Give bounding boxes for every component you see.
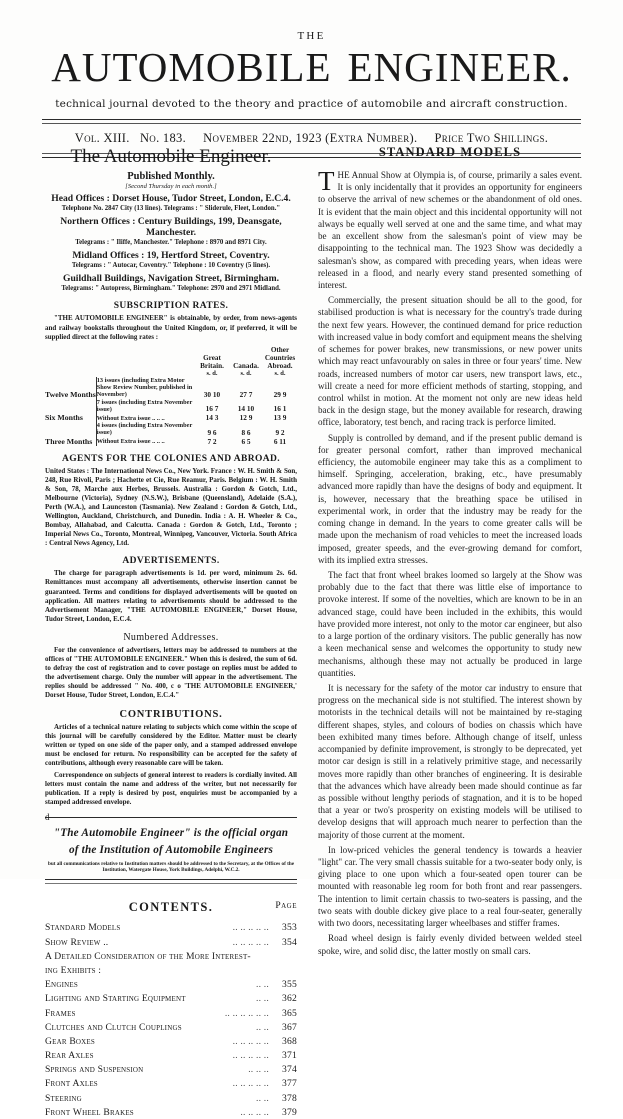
agents-heading: AGENTS FOR THE COLONIES AND ABROAD. (61, 453, 281, 464)
contents-item-page: 353 (282, 922, 297, 934)
contents-item-dots: .. .. (256, 1021, 269, 1033)
signature-mark: d (45, 812, 50, 822)
contents-item-dots: .. .. .. .. .. (232, 1078, 269, 1090)
office-birmingham-sub: Telegrams: " Autopress, Birmingham." Telephone: 2970 and 2971 Midland. (61, 284, 281, 292)
number-label: No. 183. (139, 131, 187, 146)
masthead-the: THE (297, 30, 326, 42)
contents-page-column-label: Page (275, 900, 297, 911)
right-column (318, 142, 582, 957)
contents-item-dots: .. .. .. .. .. (232, 1035, 269, 1047)
office-birmingham (45, 273, 297, 293)
contents-item-page: 362 (282, 993, 297, 1005)
contents-item-dots: .. .. (256, 979, 269, 991)
subscription-intro: "THE AUTOMOBILE ENGINEER" is obtainable, by order, from news-agents and railway bookstalls throughout the United Kingdom, or, if preferred, it will be supplied direct at the following rates : (45, 314, 297, 341)
desc-six-1: 7 issues (including Extra November issue) (96, 399, 195, 413)
contents-item-page: 371 (282, 1050, 297, 1062)
val-three-2-canada: 6 5 (241, 436, 251, 446)
contents-item-label: Clutches and Clutch Couplings (45, 1021, 182, 1033)
contents-item-page: 374 (282, 1064, 297, 1076)
volume-label: Vol. XIII. (74, 131, 130, 146)
subscription-rates-table (45, 346, 297, 446)
val-three-1-canada: 8 6 (241, 427, 251, 437)
val-twelve-1-gb: 30 10 (203, 389, 221, 399)
contents-row[interactable] (45, 935, 297, 949)
contents-item-page: 368 (282, 1035, 297, 1047)
subscription-col-head-canada: Canada. (233, 361, 259, 370)
left-column (45, 142, 297, 1119)
desc-three-2: Without Extra issue .. .. .. (96, 437, 195, 446)
desc-twelve-1: 13 issues (including Extra Motor Show Review Number, published in November) (96, 377, 195, 399)
masthead-title (0, 46, 623, 89)
subscription-col-head-abroad: Other Countries Abroad. (264, 345, 296, 370)
office-midland (45, 250, 297, 270)
contents-row[interactable] (45, 1006, 297, 1020)
contents-item-label: Show Review .. (45, 936, 109, 948)
contents-item-label: Steering (45, 1092, 82, 1104)
contents-item-page: 355 (282, 979, 297, 991)
office-northern (45, 216, 297, 247)
contents-item-page: 379 (282, 1106, 297, 1118)
contents-item-label: Rear Axles (45, 1050, 94, 1062)
contents-heading-row (45, 900, 297, 915)
article-paragraph-4: The fact that front wheel brakes loomed so largely at the Show was probably due to the fact that there was little else of importance to provoke interest. If some of the novelties, which are known to be in an advanced stage, could have been included in the exhibits, this would have provided more interest, not only to the motor car engineer, but also to a large portion of the ordinary visitors. The public generally has now a keen mechanical sense and welcomes the opportunity to study new mechanisms, although these may not actually be produced in large quantities. (318, 570, 582, 678)
drop-cap: T (318, 166, 335, 196)
contents-item-label: Engines (45, 979, 78, 991)
contents-item-label: Front Axles (45, 1078, 98, 1090)
numbered-addresses-body: For the convenience of advertisers, letters may be addressed to numbers at the offices of "THE AUTOMOBILE ENGINEER." When this is desired, the sum of 6d. to defray the cost of registration and to cover postage on replies must be added to the advertisement charge. Only the number will appear in the advertisement. The replies should be addressed " No. 400, c o 'THE AUTOMOBILE ENGINEER,' Dorset House, Tudor Street, London, E.C.4." (45, 645, 297, 700)
contents-row[interactable] (45, 978, 297, 992)
contents-item-label: Standard Models (45, 922, 121, 934)
contents-row[interactable] (45, 1105, 297, 1119)
subscription-sd-row (45, 370, 297, 377)
contents-item-dots: .. .. (256, 993, 269, 1005)
advertisements-body: The charge for paragraph advertisements is 1d. per word, minimum 2s. 6d. Remittances must accompany all advertisements, otherwise insertion cannot be guaranteed. Terms and conditions for displayed advertisements will be quoted on application. All matters relating to advertisements should be addressed to the Advertisement Manager, "THE AUTOMOBILE ENGINEER," Dorset House, Tudor Street, London, E.C.4. (45, 569, 297, 623)
agents-body: United States : The International News Co., New York. France : W. H. Smith & Son, 248, Rue Rivoli, Paris ; Hachette et Cie, Rue Reamur, Paris. Belgium : W. H. Smith & Son, 78, Marche aux Herbes, Brussels. Australia : Gordon & Gotch, Ltd., Melbourne (Victoria), Sydney (N.S.W.), Brisbane (Queensland), Adelaide (S.A.), Perth (W.A.), and Launceston (Tasmania). New Zealand : Gordon & Gotch, Ltd., Wellington, Auckland, Christchurch, and Dunedin. India : A. H. Wheeler & Co., Bombay, Allahabad, and Calcutta. Canada : Gordon & Gotch, Ltd., Toronto ; Imperial News Co., Toronto, Montreal, Winnipeg, Vancouver, Victoria. South Africa : Central News Agency, Ltd. (45, 466, 297, 548)
subscription-col-head-row (45, 346, 297, 370)
official-organ-box (45, 817, 297, 879)
masthead (0, 0, 623, 158)
article-paragraph-1 (318, 166, 582, 291)
article-paragraph-1-text: HE Annual Show at Olympia is, of course, primarily a sales event. It is only incidentally that it provides an opportunity for engineers to observe the arrival of new schemes or the abandonment of old ones. It is evident that the main object and this incidental opportunity will not always be equally well served at one and the same time, and what may be an excellent show from the salesman's point of view may be disappointing to the technical man. The 1923 Show was decidedly a salesman's show, as compared with preceding years, when ideas were released in a flood, and nearly every stand presented something of interest. (318, 170, 582, 290)
office-midland-sub: Telegrams : " Autocar, Coventry." Telephone : 10 Coventry (5 lines). (71, 261, 271, 269)
article-paragraph-6: In low-priced vehicles the general tendency is towards a heavier "light" car. The very small chassis suitable for a two-seater body only, is giving place to one upon which a four-seated open tourer can be mounted with reasonable leg room for both front and rear passengers. The intention to limit certain chassis to two-seaters is passing, and the two seats with double dickey give place to a real four-seater, generally with two doors, necessitating larger wheelbases and stiffer frames. (318, 844, 582, 929)
subscription-heading: SUBSCRIPTION RATES. (113, 301, 229, 312)
published-note: [Second Thursday in each month.] (125, 183, 217, 190)
office-northern-sub: Telegrams : " Iliffe, Manchester." Telephone : 8970 and 8971 City. (75, 238, 267, 246)
contents-row[interactable] (45, 1063, 297, 1077)
office-head (45, 193, 297, 213)
subscription-row-three-a (45, 422, 297, 436)
advertisements-heading: ADVERTISEMENTS. (122, 556, 220, 567)
contents-row[interactable] (45, 1020, 297, 1034)
official-organ-note: but all communications relative to Institution matters should be addressed to the Secretary, at the Offices of the Institution, Watergate House, York Buildings, Adelphi, W.C.2. (47, 860, 295, 874)
val-six-2-canada: 12 9 (239, 413, 253, 423)
contents-item-dots: .. .. .. .. .. (232, 922, 269, 934)
contents-item-dots: .. .. .. (248, 1064, 269, 1076)
contents-item-label: Frames (45, 1007, 76, 1019)
contents-item-dots: .. .. .. .. .. (232, 936, 269, 948)
contents-row[interactable] (45, 1034, 297, 1048)
subscription-row-six-a (45, 399, 297, 413)
article-paragraph-5: It is necessary for the safety of the motor car industry to ensure that progress on the mechanical side is not stultified. The interest shown by motorists in the technical details will not be maintained by re-staging different shapes, styles, and colours of bodies on chassis which have been exhibited many times before. Although change of itself, unless accompanied by definite improvement, is strongly to be deprecated, yet motor car design is still in a relatively primitive stage, and necessarily moves more rapidly than other branches of engineering. It is desirable that the advances which have already been made should continue as far as possible without lengthy periods of stagnation, and it is to be hoped that a year or two's prosperity on existing models will be utilised to develop designs that will approach much nearer to perfection than the majority of those current at the moment. (318, 682, 582, 840)
article-paragraph-7: Road wheel design is fairly evenly divided between welded steel spoke, wire, and solid disc, the latter mostly on small cars. (318, 933, 582, 956)
contributions-para-2: Correspondence on subjects of general interest to readers is cordially invited. All letters must contain the name and address of the writer, but not necessarily for publication. If a reply is desired by post, enquiries must be accompanied by a stamped addressed envelope. (45, 770, 297, 807)
sd-abroad: s. d. (274, 369, 286, 377)
contents-row[interactable] (45, 963, 297, 977)
article-heading: STANDARD MODELS (378, 145, 522, 159)
contents-item-label: Front Wheel Brakes (45, 1106, 134, 1118)
masthead-title-word-2: ENGINEER. (347, 44, 572, 90)
numbered-addresses-heading: Numbered Addresses. (123, 631, 219, 643)
contents-item-page: 378 (282, 1092, 297, 1104)
contents-heading: CONTENTS. (128, 899, 214, 914)
contents-table (45, 921, 297, 1119)
period-twelve: Twelve Months (45, 389, 96, 399)
val-twelve-1-canada: 27 7 (239, 389, 253, 399)
contents-item-page: 367 (282, 1021, 297, 1033)
masthead-rule-top (42, 119, 581, 124)
val-six-2-abroad: 13 9 (273, 413, 287, 423)
subscription-row-twelve (45, 377, 297, 399)
office-head-main: Head Offices : Dorset House, Tudor Street, London, E.C.4. (51, 193, 291, 204)
price-label: Price Two Shillings. (434, 131, 549, 146)
official-organ-line-2: of the Institution of Automobile Engineers (68, 843, 274, 856)
office-northern-main: Northern Offices : Century Buildings, 199, Deansgate, Manchester. (60, 215, 282, 239)
contents-row[interactable] (45, 1091, 297, 1105)
official-organ-underrule (45, 883, 297, 884)
desc-six-2: Without Extra issue .. .. .. (96, 413, 195, 422)
contents-item-label: Springs and Suspension (45, 1064, 144, 1076)
val-twelve-1-abroad: 29 9 (273, 389, 287, 399)
val-three-2-abroad: 6 11 (273, 436, 287, 446)
sd-gb: s. d. (206, 369, 218, 377)
article-paragraph-2: Commercially, the present situation should be all to the good, for stabilised production is what is necessary for the country's trade during the next few years. However, the continued demand for price reduction with increased value in body comfort and equipment means the shelving of schemes for power brakes, new transmissions, or new power units which may react unfavourably on sales in three or four years' time. New roads, increased numbers of motor car users, new transport laws, etc., will create a need for more efficient methods of starting, stopping, and control whilst in motion. At the moment not only are new ideas held back in the design stage, but the money available for research, drawing office, laboratory, test bench, and racing track is perforce limited. (318, 295, 582, 428)
val-three-1-gb: 9 6 (207, 427, 217, 437)
office-head-sub: Telephone No. 2847 City (13 lines). Telegrams : " Sliderule, Fleet, London." (61, 204, 281, 212)
contents-item-label: Gear Boxes (45, 1035, 96, 1047)
contents-row[interactable] (45, 921, 297, 935)
published-monthly: Published Monthly. (127, 171, 215, 182)
date-label: November 22nd, 1923 (Extra Number). (203, 131, 418, 146)
contributions-heading: CONTRIBUTIONS. (119, 708, 223, 720)
contents-item-dots: .. .. .. .. (240, 1106, 269, 1118)
desc-three-1: 4 issues (including Extra November issue) (96, 422, 195, 436)
contents-row[interactable] (45, 1077, 297, 1091)
contents-row[interactable] (45, 949, 297, 963)
val-six-2-gb: 14 3 (205, 413, 219, 423)
contents-item-label: Lighting and Starting Equipment (45, 993, 186, 1005)
office-midland-main: Midland Offices : 19, Hertford Street, Coventry. (72, 250, 270, 262)
period-six: Six Months (45, 413, 83, 423)
sd-canada: s. d. (240, 369, 252, 377)
contents-row[interactable] (45, 992, 297, 1006)
article-paragraph-3: Supply is controlled by demand, and if the present public demand is for greater personal comfort, rather than improved mechanical efficiency, the automobile engineer may take this as a compliment to himself. Springing, acceleration, braking, etc., have presumably advanced more rapidly than have the designs of body and equipment. It is, however, necessary that the breathing space be utilised in experimental work, in order that the industry may be ready for the coming change in demand. In the years to come greater calls will be made upon the mechanism of road vehicles to meet the increased loads imposed, greater speeds, and the ever-growing demand for comfort, with its implied extra stresses. (318, 432, 582, 565)
val-six-1-abroad: 16 1 (273, 404, 287, 414)
subscription-col-head-gb: Great Britain. (200, 353, 224, 370)
contents-row[interactable] (45, 1049, 297, 1063)
val-three-1-abroad: 9 2 (275, 427, 285, 437)
contents-item-label: A Detailed Consideration of the More Interest- (45, 950, 251, 962)
contents-item-page: 377 (282, 1078, 297, 1090)
val-six-1-gb: 16 7 (205, 404, 219, 414)
masthead-subtitle: technical journal devoted to the theory and practice of automobile and aircraft construction. (55, 98, 568, 111)
contents-item-page: 354 (282, 936, 297, 948)
contents-item-label: ing Exhibits : (45, 964, 102, 976)
contents-item-dots: .. .. .. .. .. .. (224, 1007, 269, 1019)
val-three-2-gb: 7 2 (207, 436, 217, 446)
contents-item-page: 365 (282, 1007, 297, 1019)
contents-item-dots: .. .. .. .. .. (232, 1050, 269, 1062)
contributions-para-1: Articles of a technical nature relating to subjects which come within the scope of this journal will be carefully considered by the Editor. Matter must be clearly written or typed on one side of the paper only, and a stamped addressed envelope must be enclosed for return. No responsibility can be accepted for the safety of contributions, although every reasonable care will be taken. (45, 722, 297, 767)
period-three: Three Months (45, 436, 93, 446)
val-six-1-canada: 14 10 (237, 404, 255, 414)
masthead-title-word-1: AUTOMOBILE (51, 44, 332, 90)
office-birmingham-main: Guildhall Buildings, Navigation Street, Birmingham. (63, 273, 279, 285)
imprint-title: The Automobile Engineer. (70, 146, 272, 167)
official-organ-line-1: "The Automobile Engineer" is the official organ (53, 827, 289, 840)
contents-item-dots: .. .. (256, 1092, 269, 1104)
